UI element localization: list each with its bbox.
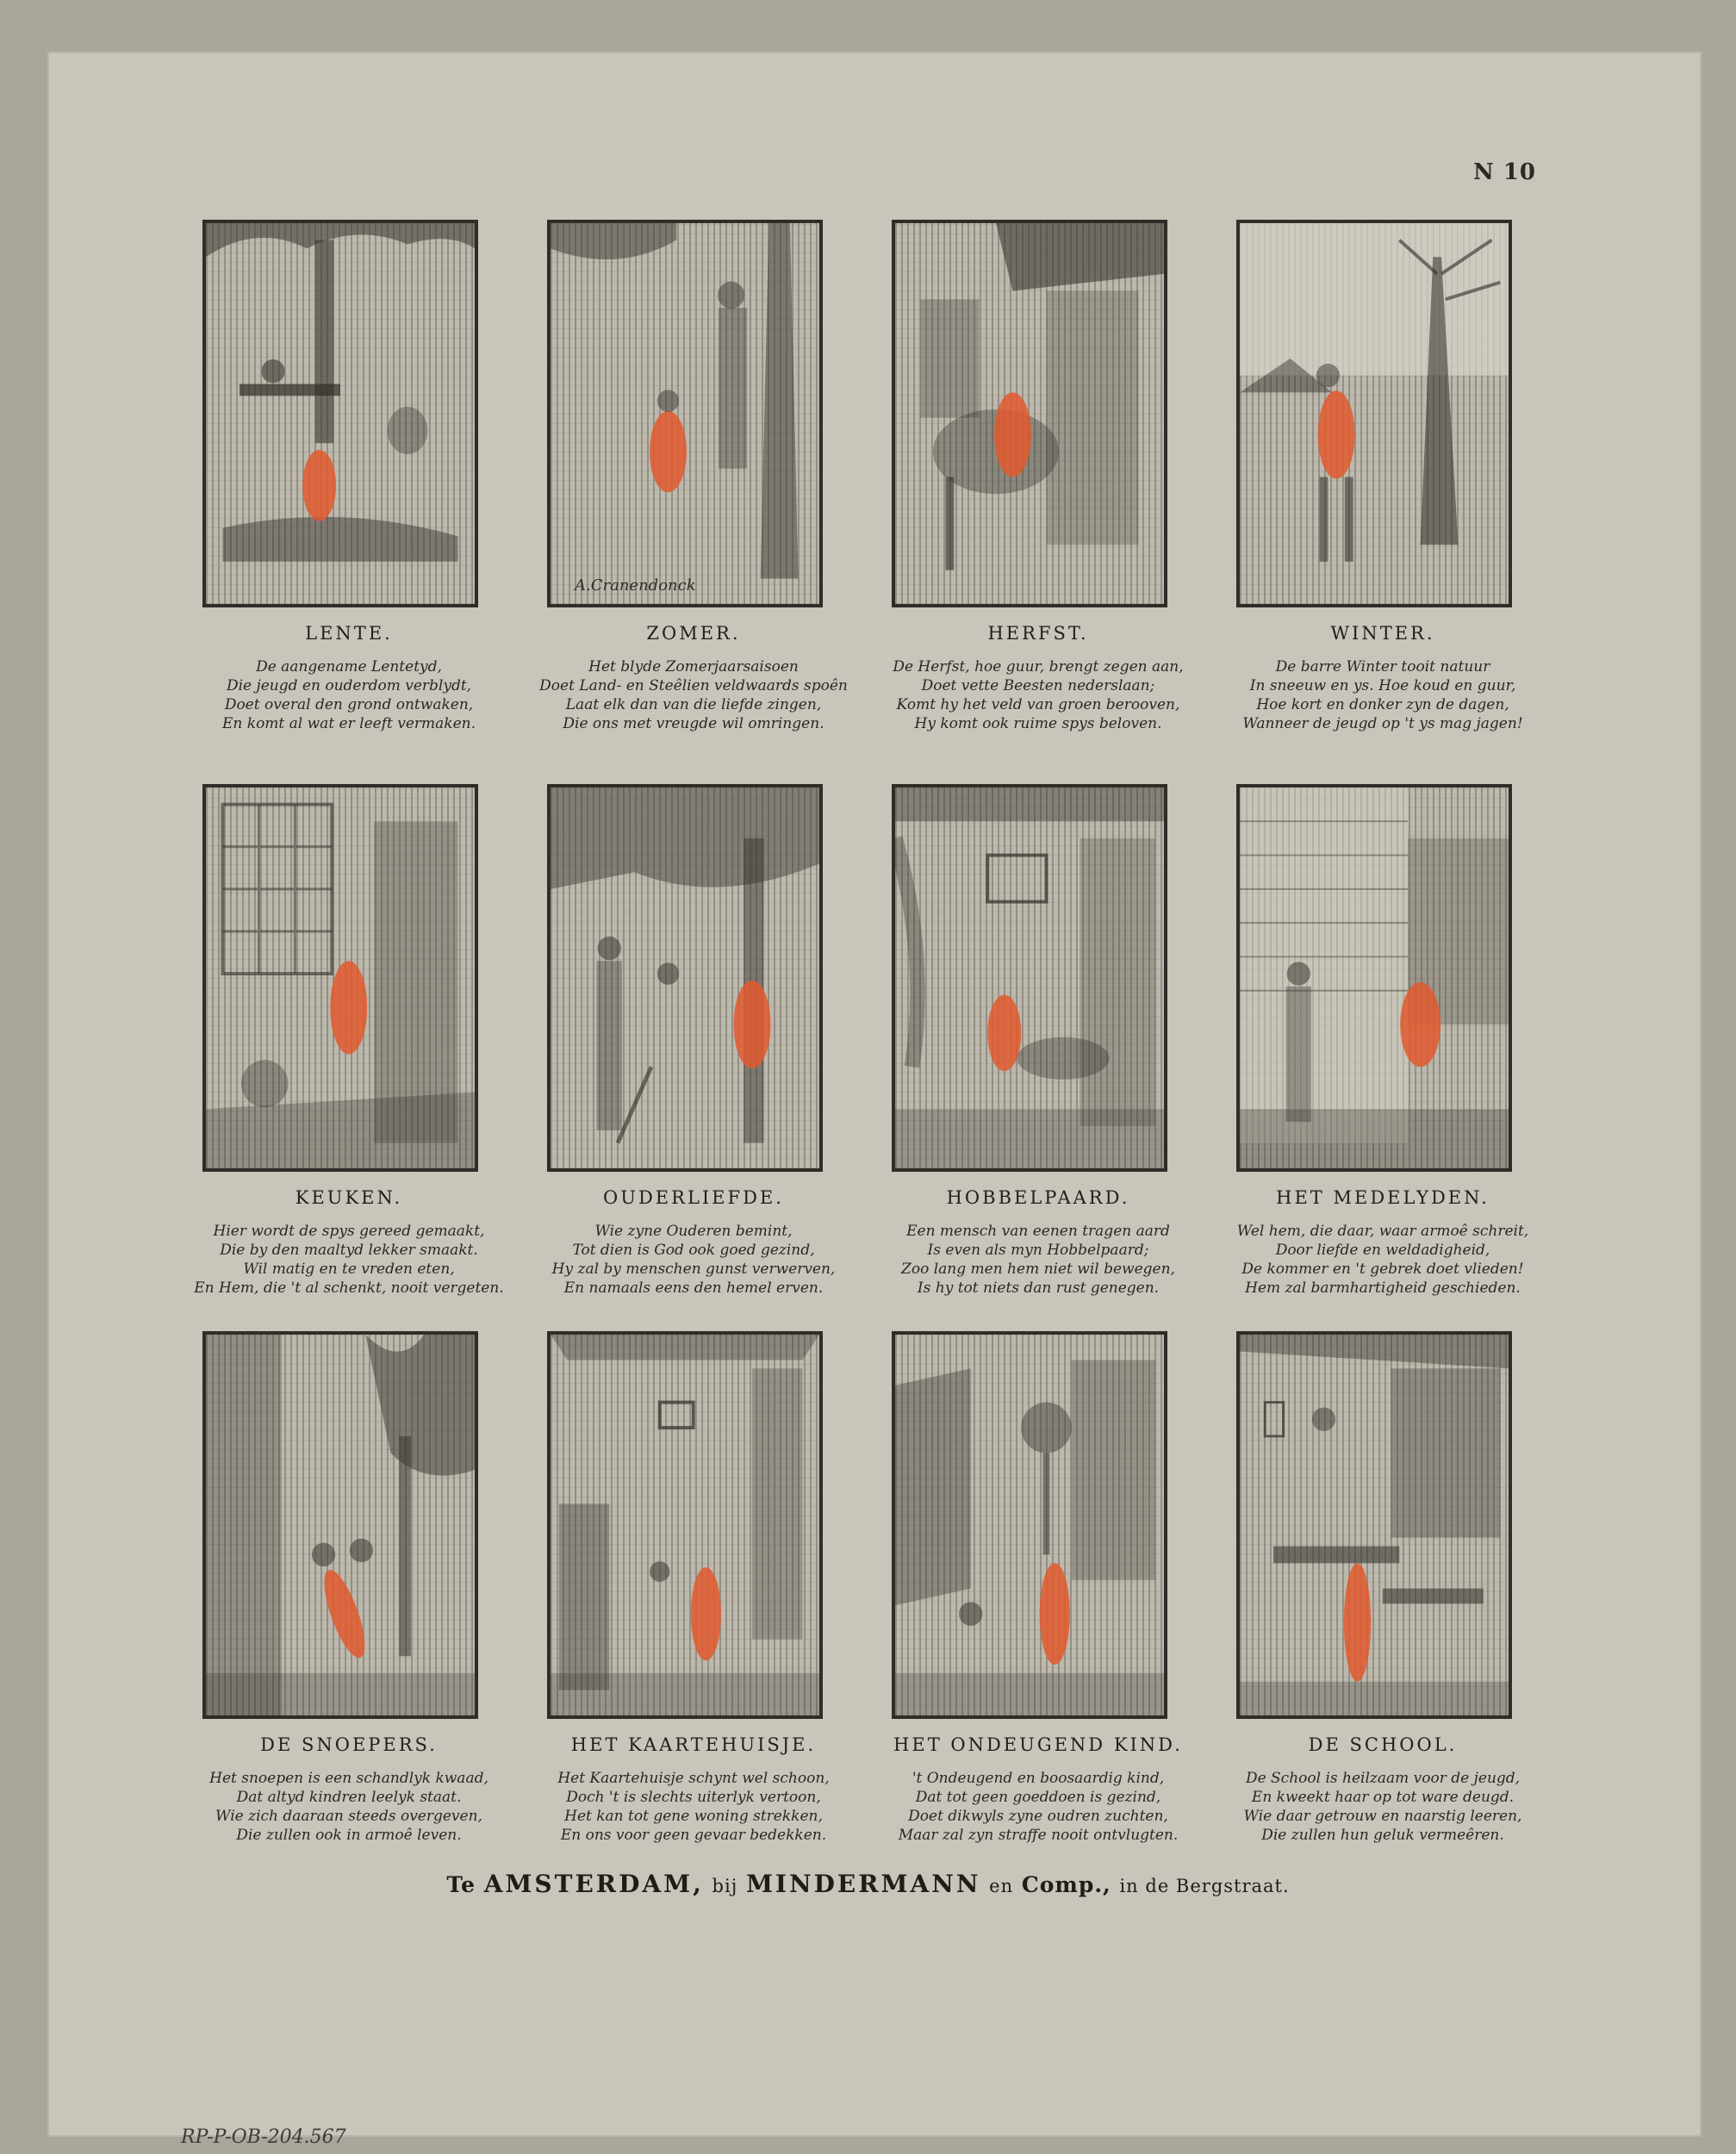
woodcut-hobbelpaard — [892, 784, 1167, 1172]
woodcut-scene-icon — [551, 788, 819, 1168]
woodcut-keuken — [202, 784, 478, 1172]
woodcut-snoepers — [202, 1331, 478, 1719]
print-verse: De barre Winter tooit natuur In sneeuw en ys. Hoe koud en guur, Hoe kort en donker zyn de dagen, Wanneer de jeugd op 't ys mag jagen! — [1242, 658, 1523, 732]
print-title: HET ONDEUGEND KIND. — [893, 1734, 1183, 1755]
woodcut-scene-icon — [206, 788, 475, 1168]
woodcut-zomer — [547, 220, 823, 607]
print-verse: De aangename Lentetyd, Die jeugd en ouderdom verblydt, Doet overal den grond ontwaken, En komt al wat er leeft vermaken. — [222, 658, 476, 732]
print-title: KEUKEN. — [295, 1187, 403, 1208]
print-verse: De School is heilzaam voor de jeugd, En kweekt haar op tot ware deugd. Wie daar getrouw en naarstig leeren, Die zullen hun geluk vermeêren. — [1243, 1770, 1522, 1844]
print-cell-hobbelpaard — [874, 784, 1219, 1318]
woodcut-scene-icon — [206, 1335, 475, 1715]
print-cell-kaartehuisje — [530, 1331, 874, 1865]
print-cell-ouderliefde — [530, 784, 874, 1318]
print-title: DE SNOEPERS. — [260, 1734, 438, 1755]
woodcut-scene-icon — [1240, 223, 1509, 604]
sheet-number: N 10 — [1473, 159, 1536, 185]
print-cell-keuken — [185, 784, 530, 1318]
woodcut-ondeugend-kind — [892, 1331, 1167, 1719]
woodcut-scene-icon — [1240, 1335, 1509, 1715]
artist-signature: A.Cranendonck — [575, 576, 696, 595]
woodcut-scene-icon — [1240, 788, 1509, 1168]
print-verse: Een mensch van eenen tragen aard Is even als myn Hobbelpaard; Zoo lang men hem niet wil bewegen, Is hy tot niets dan rust genegen. — [901, 1223, 1175, 1297]
print-verse: De Herfst, hoe guur, brengt zegen aan, Doet vette Beesten nederslaan; Komt hy het veld van groen berooven, Hy komt ook ruime spys beloven. — [893, 658, 1184, 732]
print-title: ZOMER. — [646, 623, 741, 644]
inventory-number: RP-P-OB-204.567 — [181, 2126, 346, 2148]
publisher-imprint: Te AMSTERDAM, bij MINDERMANN en Comp., in de Bergstraat. — [446, 1870, 1290, 1898]
print-title: DE SCHOOL. — [1308, 1734, 1458, 1755]
woodcut-scene-icon — [895, 223, 1164, 604]
print-cell-school — [1219, 1331, 1564, 1865]
woodcut-scene-icon — [551, 1335, 819, 1715]
print-grid — [185, 220, 1572, 1857]
print-cell-medelyden — [1219, 784, 1564, 1318]
woodcut-scene-icon — [551, 223, 819, 604]
print-verse: Wel hem, die daar, waar armoê schreit, Door liefde en weldadigheid, De kommer en 't gebrek doet vlieden! Hem zal barmhartigheid geschieden. — [1236, 1223, 1529, 1297]
print-title: HET KAARTEHUISJE. — [570, 1734, 817, 1755]
woodcut-medelyden — [1236, 784, 1512, 1172]
print-cell-winter — [1219, 220, 1564, 754]
woodcut-scene-icon — [895, 788, 1164, 1168]
print-title: LENTE. — [305, 623, 393, 644]
woodcut-kaartehuisje — [547, 1331, 823, 1719]
print-cell-ondeugend-kind — [874, 1331, 1219, 1865]
woodcut-ouderliefde — [547, 784, 823, 1172]
print-title: HERFST. — [987, 623, 1089, 644]
print-cell-zomer — [530, 220, 874, 754]
woodcut-school — [1236, 1331, 1512, 1719]
woodcut-scene-icon — [895, 1335, 1164, 1715]
print-cell-snoepers — [185, 1331, 530, 1865]
print-verse: Wie zyne Ouderen bemint, Tot dien is God ook goed gezind, Hy zal by menschen gunst verwerven, En namaals eens den hemel erven. — [551, 1223, 836, 1297]
woodcut-scene-icon — [206, 223, 475, 604]
woodcut-lente — [202, 220, 478, 607]
print-cell-lente — [185, 220, 530, 754]
print-verse: Het snoepen is een schandlyk kwaad, Dat altyd kindren leelyk staat. Wie zich daaraan steeds overgeven, Die zullen ook in armoê leven. — [209, 1770, 488, 1844]
print-verse: 't Ondeugend en boosaardig kind, Dat tot geen goeddoen is gezind, Doet dikwyls zyne oudren zuchten, Maar zal zyn straffe nooit ontvlugten. — [898, 1770, 1179, 1844]
print-verse: Het blyde Zomerjaarsaisoen Doet Land- en Steêlien veldwaards spoên Laat elk dan van die liefde zingen, Die ons met vreugde wil omringen. — [539, 658, 848, 732]
woodcut-winter — [1236, 220, 1512, 607]
print-title: HOBBELPAARD. — [946, 1187, 1130, 1208]
print-verse: Het Kaartehuisje schynt wel schoon, Doch 't is slechts uiterlyk vertoon, Het kan tot gene woning strekken, En ons voor geen gevaar bedekken. — [557, 1770, 830, 1844]
print-title: WINTER. — [1330, 623, 1435, 644]
print-verse: Hier wordt de spys gereed gemaakt, Die by den maaltyd lekker smaakt. Wil matig en te vreden eten, En Hem, die 't al schenkt, nooit vergeten. — [194, 1223, 504, 1297]
woodcut-herfst — [892, 220, 1167, 607]
print-title: OUDERLIEFDE. — [603, 1187, 784, 1208]
print-title: HET MEDELYDEN. — [1276, 1187, 1490, 1208]
print-cell-herfst — [874, 220, 1219, 754]
